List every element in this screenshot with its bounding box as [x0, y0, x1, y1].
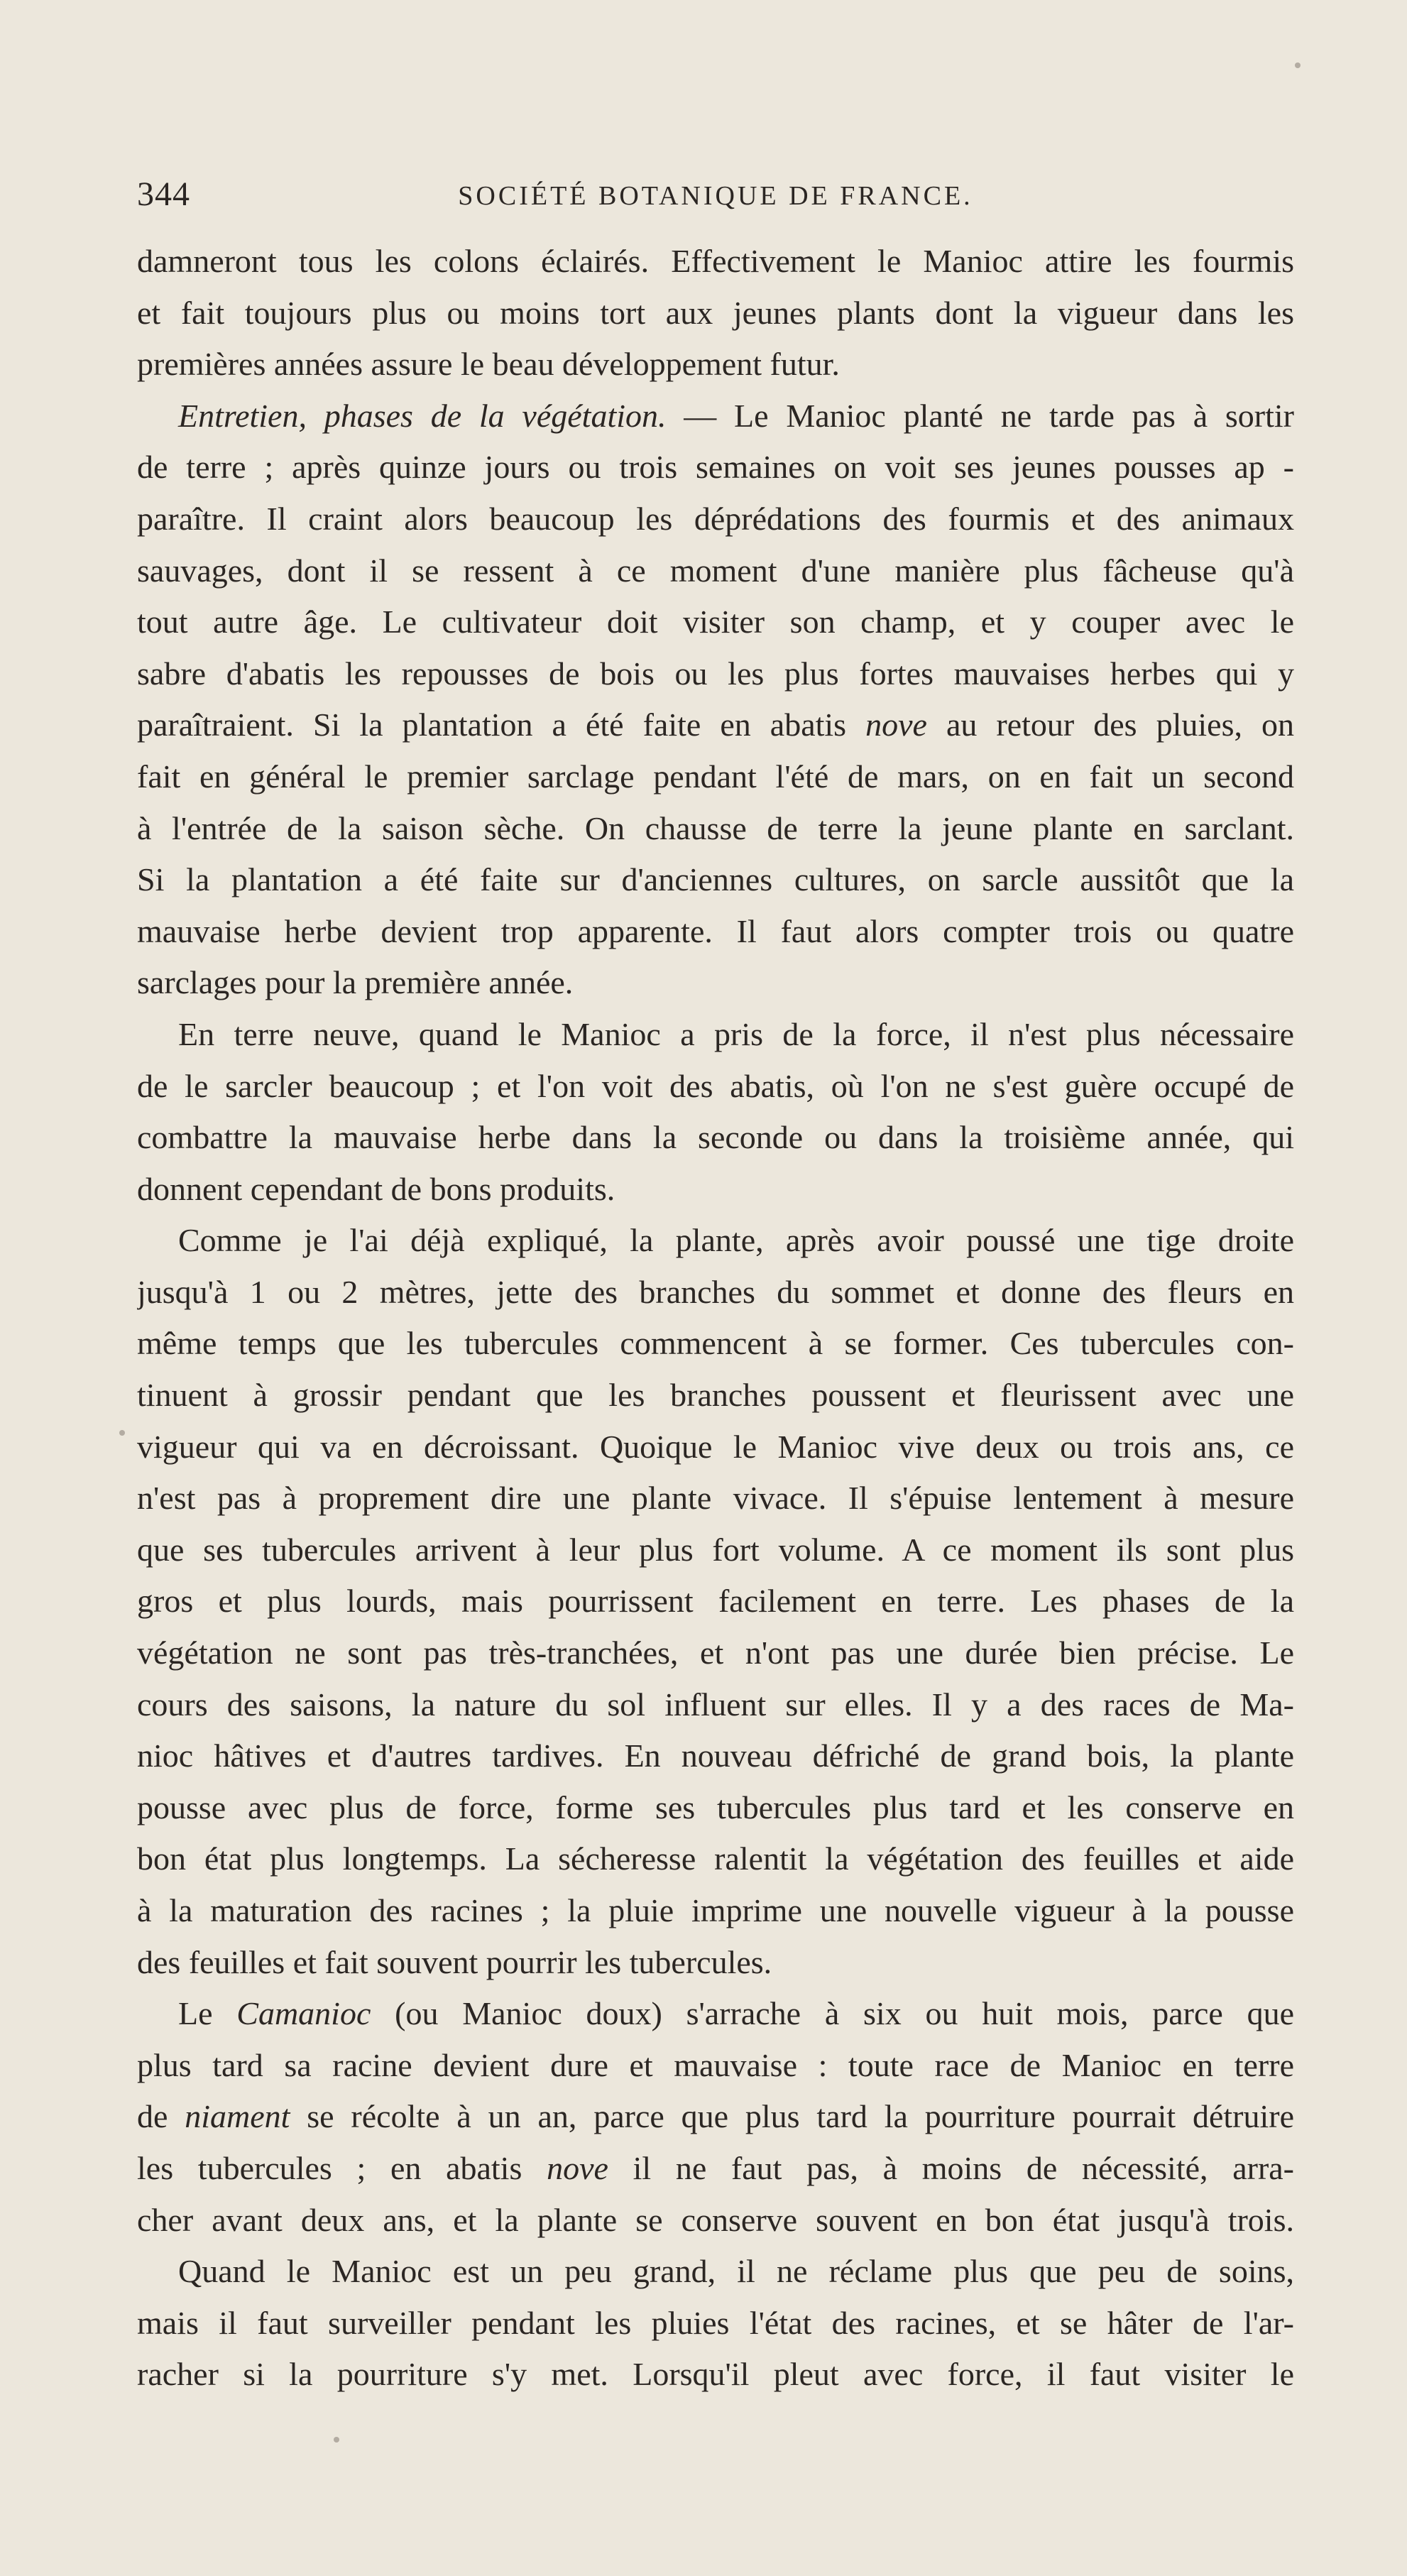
text-line: de niament se récolte à un an, parce que plus tard la pourriture pourrait détruire — [137, 2098, 1294, 2135]
text-line: à la maturation des racines ; la pluie imprime une nouvelle vigueur à la pousse — [137, 1892, 1294, 1928]
text-line: n'est pas à proprement dire une plante vivace. Il s'épuise lentement à mesure — [137, 1480, 1294, 1517]
text-line: Le Camanioc (ou Manioc doux) s'arrache à six ou huit mois, parce que — [178, 1995, 1294, 2032]
text-line: mauvaise herbe devient trop apparente. Il faut alors compter trois ou quatre — [137, 912, 1294, 949]
text-line: les tubercules ; en abatis nove il ne faut pas, à moins de nécessité, arra- — [137, 2149, 1294, 2186]
text-line: donnent cependant de bons produits. — [137, 1170, 615, 1207]
paper-speck — [1295, 62, 1301, 68]
text-line: Si la plantation a été faite sur d'anciennes cultures, on sarcle aussitôt que la — [137, 861, 1294, 898]
body-text — [137, 236, 1294, 2401]
text-line: Entretien, phases de la végétation. — Le Manioc planté ne tarde pas à sortir — [178, 397, 1294, 434]
text-line: paraîtraient. Si la plantation a été faite en abatis nove au retour des pluies, on — [137, 706, 1294, 743]
journal-title: SOCIÉTÉ BOTANIQUE DE FRANCE. — [458, 181, 973, 211]
text-line: nioc hâtives et d'autres tardives. En nouveau défriché de grand bois, la plante — [137, 1737, 1294, 1774]
page-number: 344 — [137, 175, 190, 213]
text-line: damneront tous les colons éclairés. Effectivement le Manioc attire les fourmis — [137, 243, 1294, 279]
text-line: même temps que les tubercules commencent à se former. Ces tubercules con- — [137, 1325, 1294, 1362]
text-line: bon état plus longtemps. La sécheresse ralentit la végétation des feuilles et aide — [137, 1840, 1294, 1877]
text-line: En terre neuve, quand le Manioc a pris de la force, il n'est plus nécessaire — [178, 1015, 1294, 1052]
text-line: à l'entrée de la saison sèche. On chausse de terre la jeune plante en sarclant. — [137, 809, 1294, 846]
text-line: pousse avec plus de force, forme ses tubercules plus tard et les conserve en — [137, 1789, 1294, 1825]
text-line: paraître. Il craint alors beaucoup les déprédations des fourmis et des animaux — [137, 500, 1294, 537]
text-line: premières années assure le beau développement futur. — [137, 346, 840, 383]
text-line: Comme je l'ai déjà expliqué, la plante, après avoir poussé une tige droite — [178, 1222, 1294, 1259]
paper-speck — [334, 2437, 339, 2443]
text-line: vigueur qui va en décroissant. Quoique le Manioc vive deux ou trois ans, ce — [137, 1428, 1294, 1465]
text-line: que ses tubercules arrivent à leur plus fort volume. A ce moment ils sont plus — [137, 1531, 1294, 1568]
text-line: des feuilles et fait souvent pourrir les tubercules. — [137, 1943, 772, 1980]
text-line: sauvages, dont il se ressent à ce moment d'une manière plus fâcheuse qu'à — [137, 552, 1294, 589]
text-line: tout autre âge. Le cultivateur doit visiter son champ, et y couper avec le — [137, 604, 1294, 640]
running-head — [137, 175, 1294, 224]
text-line: tinuent à grossir pendant que les branches poussent et fleurissent avec une — [137, 1377, 1294, 1414]
text-line: de terre ; après quinze jours ou trois semaines on voit ses jeunes pousses ap - — [137, 449, 1294, 486]
text-line: et fait toujours plus ou moins tort aux jeunes plants dont la vigueur dans les — [137, 294, 1294, 331]
text-line: cours des saisons, la nature du sol influent sur elles. Il y a des races de Ma- — [137, 1686, 1294, 1723]
text-line: fait en général le premier sarclage pendant l'été de mars, on en fait un second — [137, 758, 1294, 795]
text-line: cher avant deux ans, et la plante se conserve souvent en bon état jusqu'à trois. — [137, 2201, 1294, 2238]
paper-speck — [119, 1430, 125, 1436]
text-line: végétation ne sont pas très-tranchées, et n'ont pas une durée bien précise. Le — [137, 1634, 1294, 1671]
text-line: jusqu'à 1 ou 2 mètres, jette des branches du sommet et donne des fleurs en — [137, 1273, 1294, 1310]
text-line: plus tard sa racine devient dure et mauvaise : toute race de Manioc en terre — [137, 2046, 1294, 2083]
text-line: sarclages pour la première année. — [137, 964, 574, 1001]
text-line: mais il faut surveiller pendant les pluies l'état des racines, et se hâter de l'ar- — [137, 2304, 1294, 2341]
text-line: de le sarcler beaucoup ; et l'on voit des abatis, où l'on ne s'est guère occupé de — [137, 1067, 1294, 1104]
section-heading-italic: Entretien, phases de la végétation. — [178, 397, 667, 434]
text-line: gros et plus lourds, mais pourrissent facilement en terre. Les phases de la — [137, 1583, 1294, 1620]
text-line: racher si la pourriture s'y met. Lorsqu'il pleut avec force, il faut visiter le — [137, 2356, 1294, 2393]
text-line: Quand le Manioc est un peu grand, il ne réclame plus que peu de soins, — [178, 2253, 1294, 2290]
text-line: sabre d'abatis les repousses de bois ou les plus fortes mauvaises herbes qui y — [137, 655, 1294, 692]
text-line: combattre la mauvaise herbe dans la seconde ou dans la troisième année, qui — [137, 1119, 1294, 1156]
